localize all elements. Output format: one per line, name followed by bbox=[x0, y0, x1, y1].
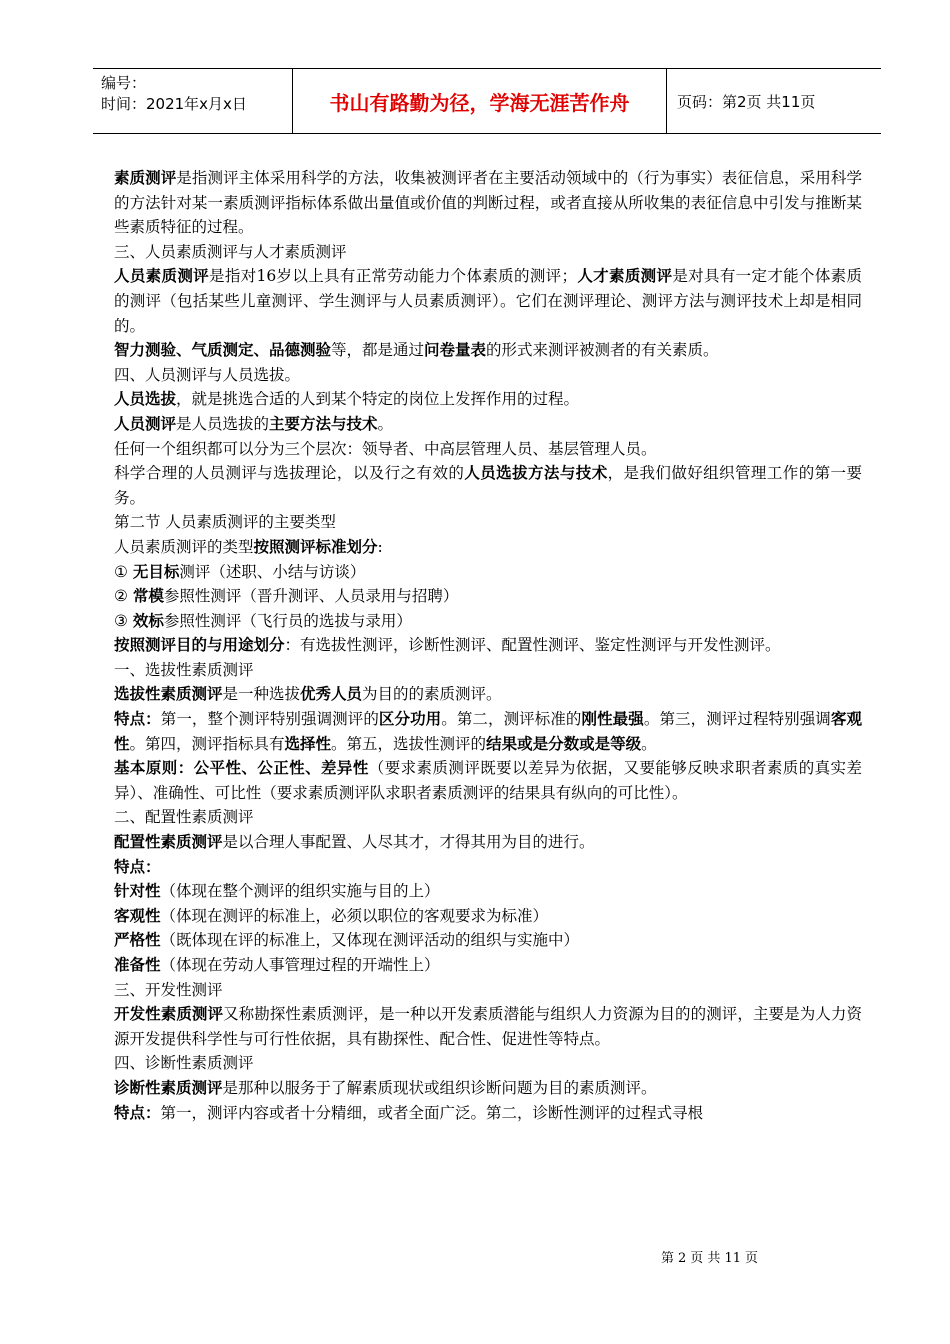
paragraph bbox=[114, 412, 862, 437]
bold-text-run: 开发性素质测评 bbox=[114, 1005, 224, 1024]
paragraph bbox=[114, 240, 862, 265]
bold-text-run: 准备性 bbox=[114, 956, 161, 974]
header-page-code: 页码：第2页 共11页 bbox=[677, 92, 816, 111]
footer-suffix: 页 bbox=[744, 1251, 758, 1266]
text-run: 是对具有一定才能个体素质的测评（包括某些儿童测评、学生测评与人员素质测评）。它们在测评理论、测评方法与测评技术上却是相同的。 bbox=[114, 267, 862, 335]
paragraph bbox=[114, 510, 862, 535]
bold-text-run: 人员选拔 bbox=[114, 390, 177, 409]
text-run: 为目的的素质测评。 bbox=[362, 685, 502, 704]
bold-text-run: 配置性素质测评 bbox=[114, 833, 223, 852]
bold-text-run: 刚性最强 bbox=[581, 710, 644, 729]
text-run: 是指对16岁以上具有正常劳动能力个体素质的测评； bbox=[209, 267, 578, 286]
bold-text-run: 智力测验、气质测定、品德测验 bbox=[114, 341, 332, 360]
bold-text-run: 特点： bbox=[114, 857, 161, 876]
text-run: 。第二，测评标准的 bbox=[441, 710, 582, 729]
paragraph bbox=[114, 953, 862, 978]
paragraph bbox=[114, 805, 862, 830]
paragraph bbox=[114, 658, 862, 683]
bold-text-run: 人员选拔方法与技术 bbox=[464, 464, 608, 483]
paragraph bbox=[114, 609, 862, 634]
text-run: 第一，测评内容或者十分精细，或者全面广泛。第二，诊断性测评的过程式寻根 bbox=[160, 1103, 704, 1122]
text-run: 。第三，测评过程特别强调 bbox=[643, 710, 831, 729]
page-footer bbox=[0, 1247, 760, 1266]
paragraph bbox=[114, 1101, 862, 1126]
bold-text-run: 诊断性素质测评 bbox=[114, 1078, 223, 1097]
paragraph bbox=[114, 682, 862, 707]
paragraph bbox=[114, 363, 862, 388]
bold-text-run: 按照测评目的与用途划分 bbox=[114, 636, 285, 655]
paragraph bbox=[114, 1002, 862, 1051]
paragraph bbox=[114, 338, 862, 363]
paragraph bbox=[114, 560, 862, 585]
time-label: 时间：2021年x月x日 bbox=[101, 95, 247, 113]
document-body bbox=[114, 166, 862, 1125]
text-run: 参照性测评（飞行员的选拔与录用） bbox=[163, 611, 412, 630]
text-run: 是一种选拔 bbox=[222, 685, 301, 704]
text-run: 测评（述职、小结与访谈） bbox=[179, 562, 366, 581]
bold-text-run: 常模 bbox=[132, 587, 164, 606]
paragraph bbox=[114, 1076, 862, 1101]
text-run: 参照性测评（晋升测评、人员录用与招聘） bbox=[163, 587, 459, 606]
bold-text-run: 主要方法与技术 bbox=[269, 414, 378, 433]
bold-text-run: 客观性 bbox=[114, 906, 161, 925]
paragraph bbox=[114, 1051, 862, 1076]
text-run: 是以合理人事配置、人尽其才，才得其用为目的进行。 bbox=[222, 833, 595, 852]
text-run: 。 bbox=[377, 414, 394, 433]
text-run: 人员素质测评的类型 bbox=[114, 537, 254, 556]
paragraph bbox=[114, 928, 862, 953]
paragraph bbox=[114, 904, 862, 929]
paragraph bbox=[114, 830, 862, 855]
paragraph bbox=[114, 461, 862, 510]
paragraph bbox=[114, 633, 862, 658]
text-run: 等，都是通过 bbox=[331, 341, 425, 360]
footer-page-number: 2 bbox=[678, 1251, 687, 1266]
paragraph bbox=[114, 387, 862, 412]
bold-text-run: 按照测评标准划分 bbox=[253, 537, 378, 556]
text-run: 三、开发性测评 bbox=[114, 980, 223, 999]
bold-text-run: 客观性 bbox=[114, 710, 862, 753]
header-meta-cell bbox=[93, 69, 293, 133]
text-run: 四、人员测评与人员选拔。 bbox=[114, 365, 301, 384]
bold-text-run: 人员素质测评 bbox=[114, 267, 209, 286]
text-run: 是指测评主体采用科学的方法，收集被测评者在主要活动领域中的（行为事实）表征信息，采用科学的方法针对某一素质测评指标体系做出量值或价值的判断过程，或者直接从所收集的表征信息中引发与推断某些素质特征的过程。 bbox=[114, 169, 862, 237]
text-run: 第二节 人员素质测评的主要类型 bbox=[114, 513, 336, 532]
paragraph bbox=[114, 535, 862, 560]
bold-text-run: 严格性 bbox=[114, 931, 161, 950]
paragraph bbox=[114, 879, 862, 904]
bold-text-run: 优秀人员 bbox=[300, 685, 363, 704]
text-run: : bbox=[377, 537, 383, 556]
text-run: 。第五，选拔性测评的 bbox=[331, 734, 487, 753]
bold-text-run: 选拔性素质测评 bbox=[114, 685, 223, 704]
text-run: 一、选拔性素质测评 bbox=[114, 660, 254, 679]
paragraph bbox=[114, 584, 862, 609]
text-run: 。第四，测评指标具有 bbox=[129, 734, 285, 753]
text-run: ① bbox=[114, 562, 133, 581]
text-run: ③ bbox=[114, 611, 133, 630]
text-run: ，是我们做好组织管理工作的第一要务。 bbox=[114, 464, 862, 507]
serial-label: 编号： bbox=[101, 74, 147, 92]
footer-prefix: 第 bbox=[661, 1251, 675, 1266]
text-run: ② bbox=[114, 587, 133, 606]
page-header bbox=[93, 68, 881, 134]
text-run: 是那种以服务于了解素质现状或组织诊断问题为目的素质测评。 bbox=[222, 1078, 657, 1097]
bold-text-run: 特点： bbox=[114, 1103, 161, 1122]
paragraph bbox=[114, 707, 862, 756]
text-run: 四、诊断性素质测评 bbox=[114, 1054, 254, 1073]
text-run: ：有选拔性测评，诊断性测评、配置性测评、鉴定性测评与开发性测评。 bbox=[284, 636, 781, 655]
header-motto: 书山有路勤为径，学海无涯苦作舟 bbox=[293, 69, 667, 133]
text-run: （要求素质测评既要以差异为依据，又要能够反映求职者素质的真实差异）、准确性、可比性（要求素质测评队求职者素质测评的结果具有纵向的可比性）。 bbox=[114, 759, 862, 802]
text-run: （体现在劳动人事管理过程的开端性上） bbox=[160, 956, 440, 974]
bold-text-run: 素质测评 bbox=[114, 169, 177, 187]
bold-text-run: 基本原则：公平性、公正性、差异性 bbox=[114, 759, 369, 778]
bold-text-run: 针对性 bbox=[114, 882, 161, 901]
paragraph bbox=[114, 264, 862, 338]
bold-text-run: 无目标 bbox=[132, 562, 180, 581]
text-run: 科学合理的人员测评与选拔理论，以及行之有效的 bbox=[114, 464, 465, 483]
bold-text-run: 效标 bbox=[132, 611, 164, 630]
bold-text-run: 人员测评 bbox=[114, 414, 177, 433]
text-run: 三、人员素质测评与人才素质测评 bbox=[114, 242, 347, 261]
text-run: （既体现在评的标准上，又体现在测评活动的组织与实施中） bbox=[160, 931, 580, 950]
footer-mid: 页 共 bbox=[690, 1251, 721, 1266]
text-run: 的形式来测评被测者的有关素质。 bbox=[486, 341, 719, 360]
text-run: 第一，整个测评特别强调测评的 bbox=[160, 710, 379, 729]
bold-text-run: 人才素质测评 bbox=[577, 267, 673, 286]
bold-text-run: 特点： bbox=[114, 710, 161, 729]
text-run: （体现在测评的标准上，必须以职位的客观要求为标准） bbox=[160, 906, 549, 925]
paragraph bbox=[114, 166, 862, 240]
text-run: 是人员选拔的 bbox=[176, 414, 270, 433]
footer-total-pages: 11 bbox=[724, 1251, 741, 1266]
text-run: 又称勘探性素质测评，是一种以开发素质潜能与组织人力资源为目的的测评，主要是为人力资源开发提供科学性与可行性依据，具有勘探性、配合性、促进性等特点。 bbox=[114, 1005, 862, 1048]
bold-text-run: 选择性 bbox=[284, 734, 332, 753]
text-run: 任何一个组织都可以分为三个层次：领导者、中高层管理人员、基层管理人员。 bbox=[114, 439, 657, 458]
paragraph bbox=[114, 437, 862, 462]
paragraph bbox=[114, 978, 862, 1003]
text-run: 。 bbox=[641, 734, 657, 753]
bold-text-run: 结果或是分数或是等级 bbox=[486, 734, 642, 753]
text-run: （体现在整个测评的组织实施与目的上） bbox=[160, 882, 440, 901]
text-run: 二、配置性素质测评 bbox=[114, 808, 254, 827]
bold-text-run: 问卷量表 bbox=[424, 341, 487, 360]
bold-text-run: 区分功用 bbox=[378, 710, 442, 729]
text-run: ，就是挑选合适的人到某个特定的岗位上发挥作用的过程。 bbox=[176, 390, 580, 409]
paragraph bbox=[114, 855, 862, 880]
paragraph bbox=[114, 756, 862, 805]
